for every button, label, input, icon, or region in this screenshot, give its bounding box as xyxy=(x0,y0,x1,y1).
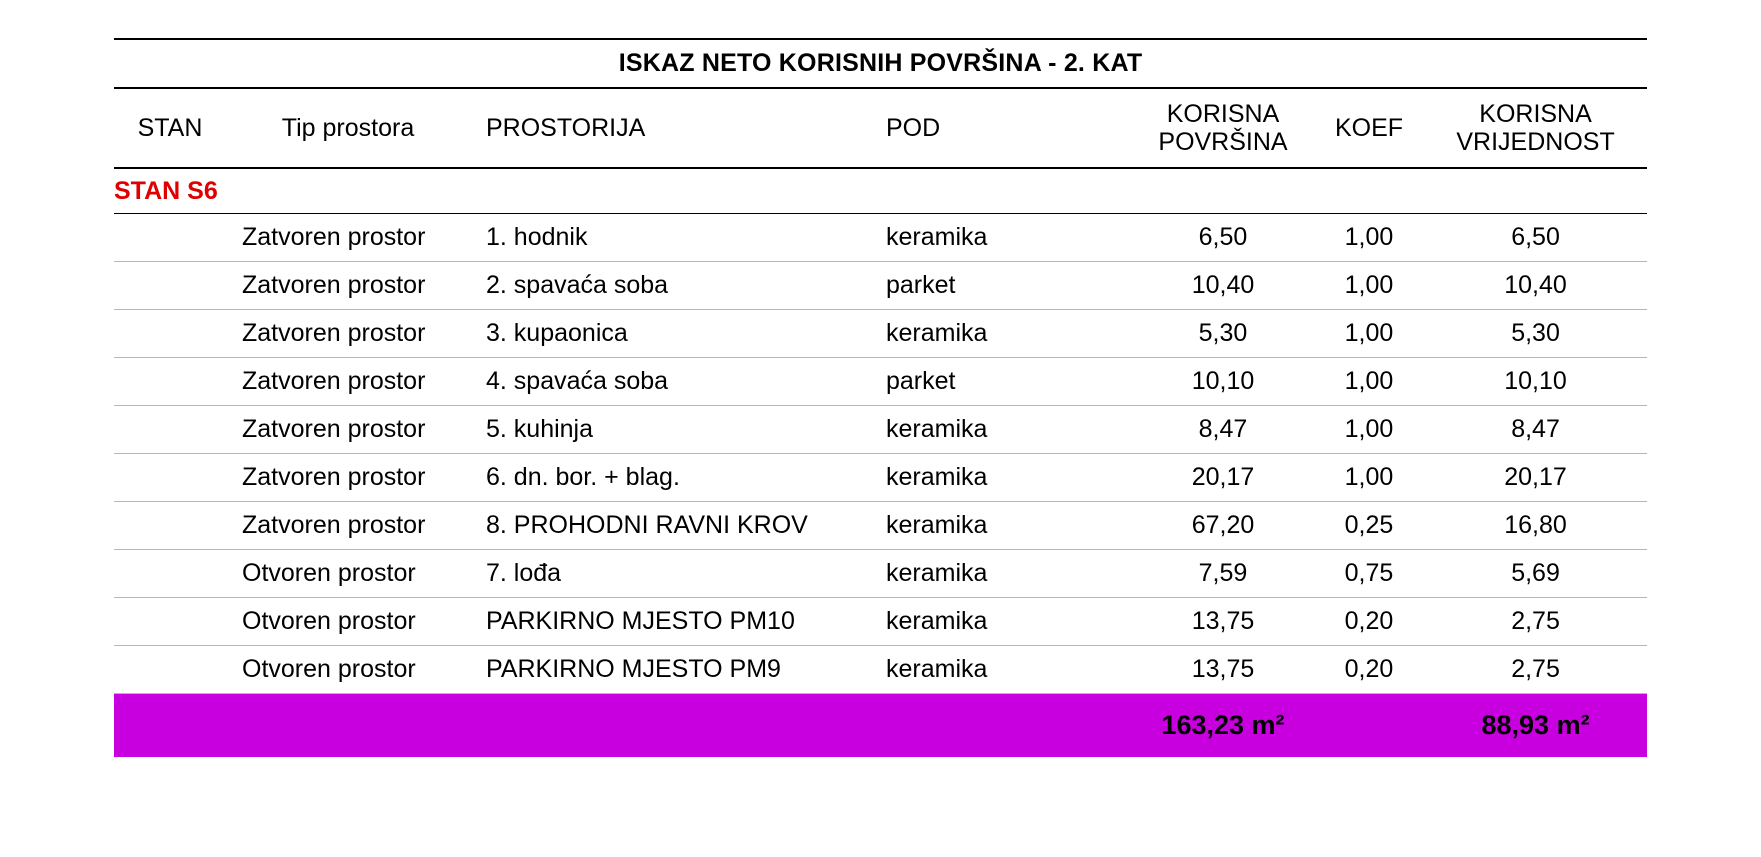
cell-korisna-vrijednost: 10,10 xyxy=(1424,358,1647,406)
cell-koef: 1,00 xyxy=(1314,262,1424,310)
cell-pod: keramika xyxy=(870,502,1132,550)
column-header-korisna-povrsina xyxy=(1132,88,1314,168)
table-row xyxy=(114,406,1647,454)
table-row xyxy=(114,358,1647,406)
cell-korisna-vrijednost: 16,80 xyxy=(1424,502,1647,550)
cell-korisna-vrijednost: 2,75 xyxy=(1424,646,1647,694)
cell-korisna-povrsina: 10,40 xyxy=(1132,262,1314,310)
cell-stan xyxy=(114,262,226,310)
cell-korisna-povrsina: 10,10 xyxy=(1132,358,1314,406)
group-row-stan xyxy=(114,168,1647,214)
column-header-korisna-vrijednost-line2: VRIJEDNOST xyxy=(1456,128,1615,156)
cell-koef: 0,20 xyxy=(1314,646,1424,694)
totals-koef-spacer xyxy=(1314,694,1424,757)
cell-pod: keramika xyxy=(870,406,1132,454)
table-row xyxy=(114,214,1647,262)
cell-korisna-povrsina: 6,50 xyxy=(1132,214,1314,262)
table-row xyxy=(114,502,1647,550)
cell-stan xyxy=(114,214,226,262)
cell-korisna-povrsina: 67,20 xyxy=(1132,502,1314,550)
cell-tip-prostora: Otvoren prostor xyxy=(226,646,470,694)
cell-prostorija: 8. PROHODNI RAVNI KROV xyxy=(470,502,870,550)
cell-tip-prostora: Zatvoren prostor xyxy=(226,358,470,406)
cell-korisna-povrsina: 20,17 xyxy=(1132,454,1314,502)
column-header-stan: STAN xyxy=(114,88,226,168)
cell-prostorija: 1. hodnik xyxy=(470,214,870,262)
cell-stan xyxy=(114,502,226,550)
table-row xyxy=(114,454,1647,502)
area-statement-table xyxy=(114,38,1647,757)
cell-koef: 0,75 xyxy=(1314,550,1424,598)
cell-prostorija: PARKIRNO MJESTO PM10 xyxy=(470,598,870,646)
cell-tip-prostora: Zatvoren prostor xyxy=(226,214,470,262)
column-header-korisna-vrijednost xyxy=(1424,88,1647,168)
table-row xyxy=(114,646,1647,694)
group-label: STAN S6 xyxy=(114,168,1647,214)
totals-row xyxy=(114,694,1647,757)
column-header-koef: KOEF xyxy=(1314,88,1424,168)
cell-korisna-povrsina: 13,75 xyxy=(1132,646,1314,694)
cell-korisna-vrijednost: 10,40 xyxy=(1424,262,1647,310)
column-header-pod: POD xyxy=(870,88,1132,168)
cell-tip-prostora: Zatvoren prostor xyxy=(226,502,470,550)
cell-prostorija: 3. kupaonica xyxy=(470,310,870,358)
cell-pod: keramika xyxy=(870,550,1132,598)
cell-korisna-vrijednost: 20,17 xyxy=(1424,454,1647,502)
cell-tip-prostora: Zatvoren prostor xyxy=(226,310,470,358)
cell-korisna-povrsina: 7,59 xyxy=(1132,550,1314,598)
total-korisna-vrijednost: 88,93 m² xyxy=(1424,694,1647,757)
cell-korisna-povrsina: 8,47 xyxy=(1132,406,1314,454)
cell-korisna-povrsina: 13,75 xyxy=(1132,598,1314,646)
column-header-korisna-povrsina-line2: POVRŠINA xyxy=(1158,128,1288,156)
cell-stan xyxy=(114,550,226,598)
cell-prostorija: 2. spavaća soba xyxy=(470,262,870,310)
table-header-row xyxy=(114,88,1647,168)
totals-spacer xyxy=(114,694,1132,757)
cell-pod: keramika xyxy=(870,214,1132,262)
cell-stan xyxy=(114,598,226,646)
cell-stan xyxy=(114,454,226,502)
cell-pod: keramika xyxy=(870,310,1132,358)
cell-korisna-povrsina: 5,30 xyxy=(1132,310,1314,358)
cell-stan xyxy=(114,310,226,358)
cell-koef: 0,25 xyxy=(1314,502,1424,550)
cell-korisna-vrijednost: 6,50 xyxy=(1424,214,1647,262)
cell-pod: keramika xyxy=(870,598,1132,646)
cell-stan xyxy=(114,358,226,406)
column-header-prostorija: PROSTORIJA xyxy=(470,88,870,168)
area-statement-sheet xyxy=(114,38,1647,757)
column-header-tip-prostora: Tip prostora xyxy=(226,88,470,168)
cell-korisna-vrijednost: 8,47 xyxy=(1424,406,1647,454)
cell-koef: 1,00 xyxy=(1314,406,1424,454)
cell-stan xyxy=(114,646,226,694)
cell-prostorija: 4. spavaća soba xyxy=(470,358,870,406)
cell-koef: 1,00 xyxy=(1314,310,1424,358)
cell-koef: 1,00 xyxy=(1314,454,1424,502)
cell-pod: keramika xyxy=(870,646,1132,694)
table-title-row xyxy=(114,39,1647,88)
cell-tip-prostora: Otvoren prostor xyxy=(226,598,470,646)
cell-koef: 0,20 xyxy=(1314,598,1424,646)
cell-tip-prostora: Zatvoren prostor xyxy=(226,406,470,454)
page-title: ISKAZ NETO KORISNIH POVRŠINA - 2. KAT xyxy=(114,39,1647,88)
cell-korisna-vrijednost: 2,75 xyxy=(1424,598,1647,646)
cell-stan xyxy=(114,406,226,454)
cell-tip-prostora: Otvoren prostor xyxy=(226,550,470,598)
cell-korisna-vrijednost: 5,69 xyxy=(1424,550,1647,598)
cell-prostorija: 7. lođa xyxy=(470,550,870,598)
cell-pod: parket xyxy=(870,358,1132,406)
table-row xyxy=(114,262,1647,310)
column-header-korisna-vrijednost-line1: KORISNA xyxy=(1479,100,1592,128)
cell-prostorija: PARKIRNO MJESTO PM9 xyxy=(470,646,870,694)
cell-tip-prostora: Zatvoren prostor xyxy=(226,454,470,502)
table-row xyxy=(114,598,1647,646)
cell-prostorija: 6. dn. bor. + blag. xyxy=(470,454,870,502)
column-header-korisna-povrsina-line1: KORISNA xyxy=(1166,100,1280,128)
cell-koef: 1,00 xyxy=(1314,358,1424,406)
cell-tip-prostora: Zatvoren prostor xyxy=(226,262,470,310)
table-row xyxy=(114,550,1647,598)
cell-korisna-vrijednost: 5,30 xyxy=(1424,310,1647,358)
cell-pod: keramika xyxy=(870,454,1132,502)
table-row xyxy=(114,310,1647,358)
cell-prostorija: 5. kuhinja xyxy=(470,406,870,454)
cell-pod: parket xyxy=(870,262,1132,310)
cell-koef: 1,00 xyxy=(1314,214,1424,262)
total-korisna-povrsina: 163,23 m² xyxy=(1132,694,1314,757)
